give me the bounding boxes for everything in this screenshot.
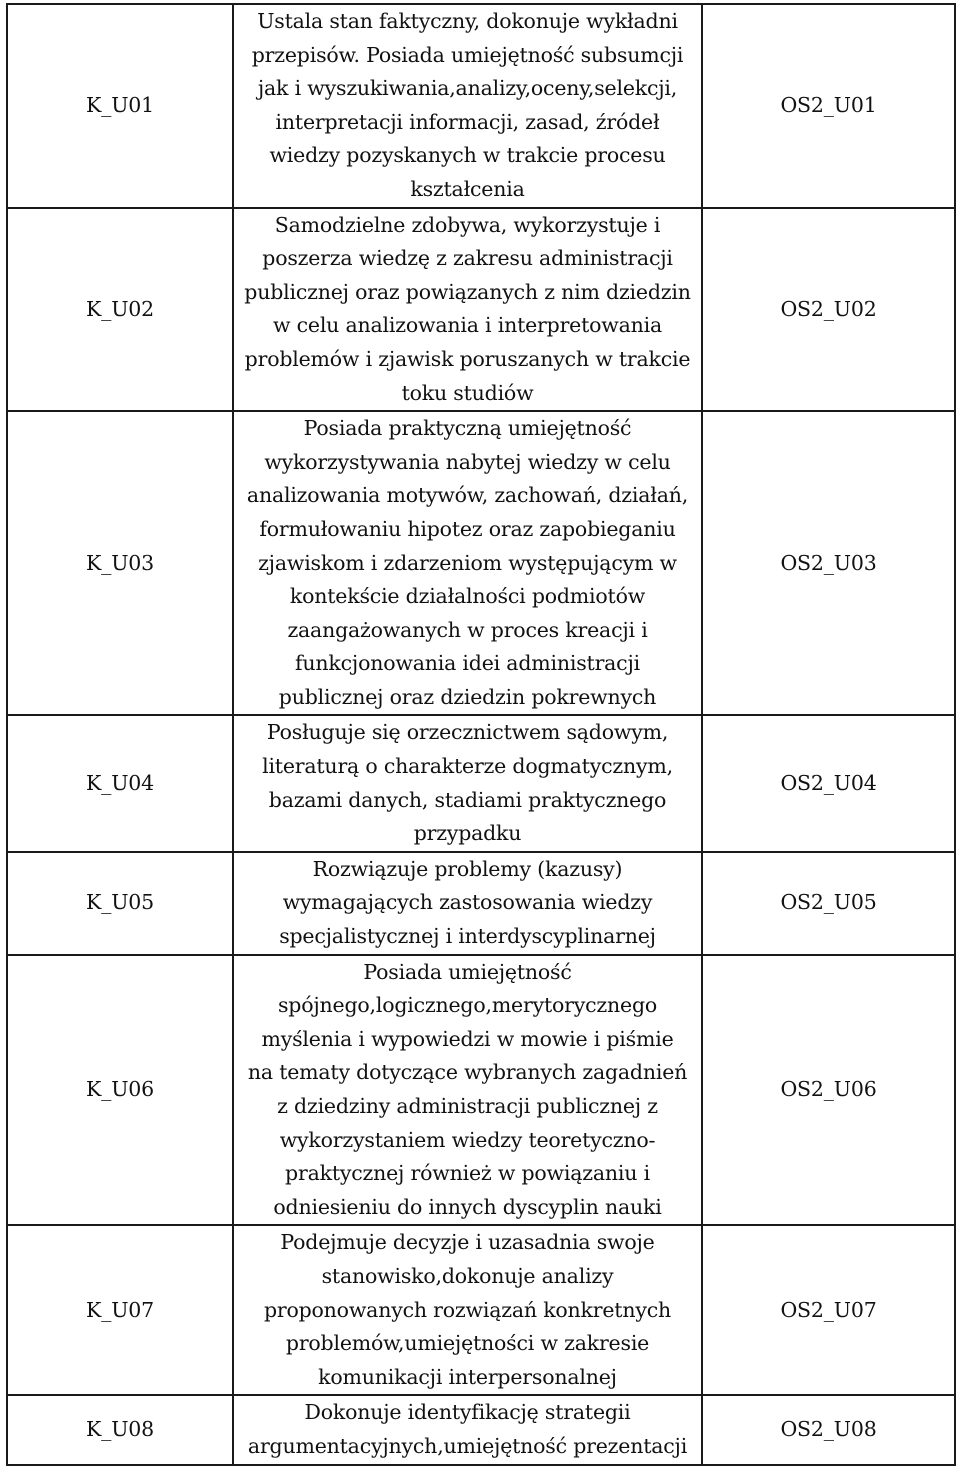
description-line: odniesieniu do innych dyscyplin nauki xyxy=(273,1194,662,1219)
outcome-code: K_U02 xyxy=(7,208,233,412)
description-line: jak i wyszukiwania,analizy,oceny,selekcji, xyxy=(257,76,678,101)
outcome-code: K_U03 xyxy=(7,411,233,715)
description-line: wykorzystywania nabytej wiedzy w celu xyxy=(264,449,671,474)
description-line: przepisów. Posiada umiejętność subsumcji xyxy=(251,42,684,67)
description-line: specjalistycznej i interdyscyplinarnej xyxy=(279,924,656,949)
table-row xyxy=(7,1395,955,1464)
description-line: toku studiów xyxy=(401,380,534,405)
outcome-rows xyxy=(7,4,955,1465)
description-line: Samodzielne zdobywa, wykorzystuje i xyxy=(274,212,661,237)
description-line: poszerza wiedzę z zakresu administracji xyxy=(262,246,673,271)
description-line: stanowisko,dokonuje analizy xyxy=(321,1263,614,1288)
description-line: publicznej oraz powiązanych z nim dziedzin xyxy=(244,279,691,304)
description-line: Ustala stan faktyczny, dokonuje wykładni xyxy=(257,9,678,33)
outcome-code: K_U06 xyxy=(7,955,233,1226)
description-line: Podejmuje decyzje i uzasadnia swoje xyxy=(280,1230,655,1255)
description-line: argumentacyjnych,umiejętność prezentacji xyxy=(247,1433,688,1458)
description-line: zjawiskom i zdarzeniom występującym w xyxy=(258,550,677,575)
outcome-description xyxy=(233,955,702,1226)
description-line: wykorzystaniem wiedzy teoretyczno- xyxy=(279,1127,656,1152)
outcome-description xyxy=(233,852,702,955)
description-line: kontekście działalności podmiotów xyxy=(289,584,646,609)
description-line: problemów i zjawisk poruszanych w trakcie xyxy=(244,346,691,371)
description-line: przypadku xyxy=(413,821,522,846)
description-line: na tematy dotyczące wybranych zagadnień xyxy=(247,1060,688,1085)
description-line: publicznej oraz dziedzin pokrewnych xyxy=(278,684,657,709)
outcome-description xyxy=(233,1395,702,1464)
outcome-description xyxy=(233,208,702,412)
learning-outcomes-table xyxy=(6,3,956,1466)
program-outcome-reference: OS2_U07 xyxy=(702,1225,955,1395)
program-outcome-reference: OS2_U05 xyxy=(702,852,955,955)
description-line: Rozwiązuje problemy (kazusy) xyxy=(312,856,623,881)
description-line: z dziedziny administracji publicznej z xyxy=(277,1094,658,1118)
description-line: spójnego,logicznego,merytorycznego xyxy=(277,993,658,1018)
document-page xyxy=(6,3,954,1466)
table-row xyxy=(7,955,955,1226)
description-line: analizowania motywów, zachowań, działań, xyxy=(246,483,689,508)
description-line: w celu analizowania i interpretowania xyxy=(272,313,663,338)
table-row xyxy=(7,208,955,412)
outcome-code: K_U08 xyxy=(7,1395,233,1464)
description-line: kształcenia xyxy=(410,176,525,201)
program-outcome-reference: OS2_U04 xyxy=(702,715,955,851)
outcome-description xyxy=(233,411,702,715)
description-line: Posługuje się orzecznictwem sądowym, xyxy=(266,720,669,745)
table-row xyxy=(7,852,955,955)
description-line: wiedzy pozyskanych w trakcie procesu xyxy=(269,143,666,168)
description-line: komunikacji interpersonalnej xyxy=(318,1364,617,1389)
description-line: Posiada umiejętność xyxy=(363,959,572,984)
description-line: literaturą o charakterze dogmatycznym, xyxy=(262,754,673,779)
outcome-code: K_U01 xyxy=(7,4,233,208)
description-line: proponowanych rozwiązań konkretnych xyxy=(263,1297,672,1322)
table-row xyxy=(7,411,955,715)
outcome-description xyxy=(233,715,702,851)
outcome-description xyxy=(233,4,702,208)
program-outcome-reference: OS2_U06 xyxy=(702,955,955,1226)
description-line: problemów,umiejętności w zakresie xyxy=(285,1331,650,1356)
description-line: formułowaniu hipotez oraz zapobieganiu xyxy=(259,516,676,541)
description-line: myślenia i wypowiedzi w mowie i piśmie xyxy=(261,1026,674,1051)
outcome-code: K_U07 xyxy=(7,1225,233,1395)
description-line: zaangażowanych w proces kreacji i xyxy=(287,617,648,642)
description-line: bazami danych, stadiami praktycznego xyxy=(268,787,667,812)
table-row xyxy=(7,1225,955,1395)
description-line: wymagających zastosowania wiedzy xyxy=(282,890,653,915)
description-line: Dokonuje identyfikację strategii xyxy=(304,1400,631,1425)
outcome-code: K_U05 xyxy=(7,852,233,955)
program-outcome-reference: OS2_U08 xyxy=(702,1395,955,1464)
description-line: funkcjonowania idei administracji xyxy=(295,651,640,676)
outcome-code: K_U04 xyxy=(7,715,233,851)
description-line: praktycznej również w powiązaniu i xyxy=(285,1161,650,1186)
program-outcome-reference: OS2_U01 xyxy=(702,4,955,208)
program-outcome-reference: OS2_U03 xyxy=(702,411,955,715)
description-line: interpretacji informacji, zasad, źródeł xyxy=(275,109,660,134)
outcome-description xyxy=(233,1225,702,1395)
program-outcome-reference: OS2_U02 xyxy=(702,208,955,412)
table-row xyxy=(7,715,955,851)
table-row xyxy=(7,4,955,208)
description-line: Posiada praktyczną umiejętność xyxy=(303,416,632,441)
